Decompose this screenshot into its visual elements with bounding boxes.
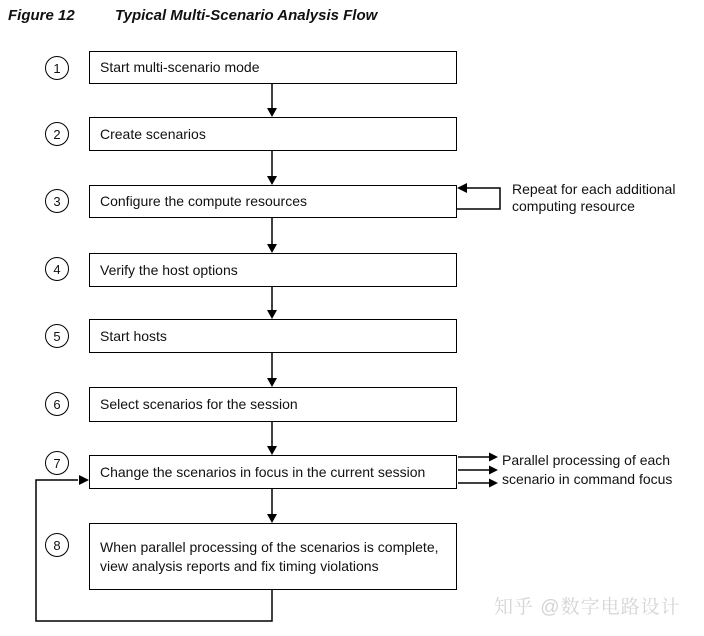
step-2-label: Create scenarios	[100, 125, 206, 142]
step-1-number: 1	[45, 56, 69, 80]
step-6-number: 6	[45, 392, 69, 416]
arrowhead-loop-into-step7	[79, 475, 89, 485]
step-5-number: 5	[45, 324, 69, 348]
step-4-number: 4	[45, 257, 69, 281]
arrowhead-parallel-2	[489, 466, 498, 475]
step-5-label: Start hosts	[100, 327, 167, 344]
arrowhead-step4	[267, 244, 277, 253]
repeat-note: Repeat for each additional computing resource	[512, 181, 676, 214]
step-6-label: Select scenarios for the session	[100, 396, 298, 412]
step-1-label: Start multi-scenario mode	[100, 59, 260, 75]
figure-title: Typical Multi-Scenario Analysis Flow	[115, 7, 378, 24]
step-2-box	[89, 117, 457, 151]
arrowhead-step6	[267, 378, 277, 387]
step-1-box	[89, 51, 457, 84]
step-4-label: Verify the host options	[100, 261, 238, 278]
step-8-number: 8	[45, 533, 69, 557]
step-2-number: 2	[45, 122, 69, 146]
step-5-box	[89, 319, 457, 353]
step-3-label: Configure the compute resources	[100, 193, 307, 209]
arrowhead-step3	[267, 176, 277, 185]
watermark: 知乎 @数字电路设计	[494, 597, 681, 618]
arrowhead-step2	[267, 108, 277, 117]
step-6-box	[89, 387, 457, 422]
step-7-box	[89, 455, 457, 489]
arrowhead-parallel-1	[489, 453, 498, 462]
step-3-number: 3	[45, 189, 69, 213]
arrowhead-step5	[267, 310, 277, 319]
arrowhead-step8	[267, 514, 277, 523]
step-8-box	[89, 523, 457, 590]
step-7-label: Change the scenarios in focus in the current session	[100, 463, 426, 480]
parallel-note: Parallel processing of each scenario in command focus	[502, 452, 673, 487]
arrowhead-step7	[267, 446, 277, 455]
arrowhead-repeat-loop	[457, 183, 467, 193]
step-8-label: When parallel processing of the scenarios is complete, view analysis reports and fix timing violations	[100, 538, 439, 574]
arrowhead-parallel-3	[489, 479, 498, 488]
step-3-box	[89, 185, 457, 218]
figure-label: Figure 12	[8, 7, 75, 24]
step-7-number: 7	[45, 451, 69, 475]
step-4-box	[89, 253, 457, 287]
